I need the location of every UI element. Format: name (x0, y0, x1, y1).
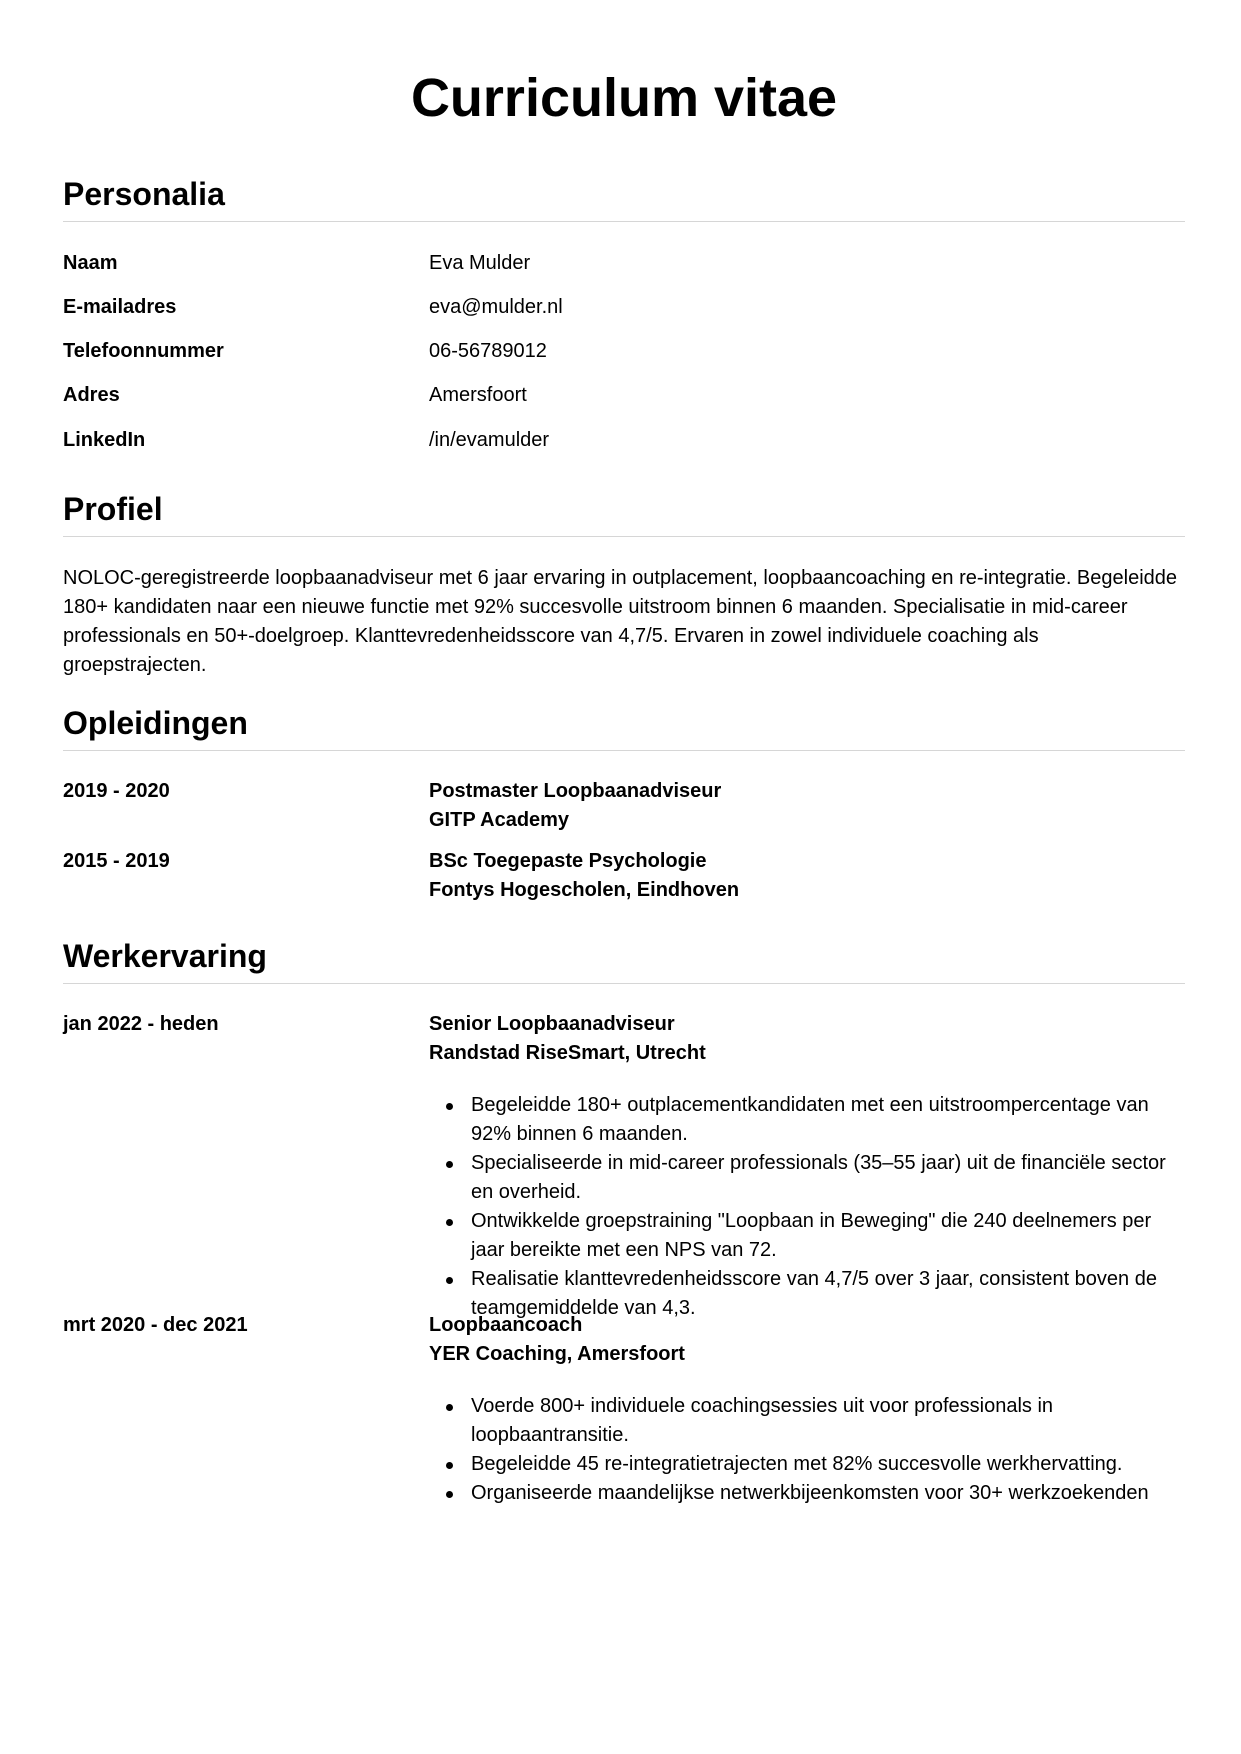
achievement-text: Ontwikkelde groepstraining "Loopbaan in Beweging" die 240 deelnemers per jaar bereikte met een NPS van 72. (471, 1210, 1152, 1261)
achievement-text: Organiseerde maandelijkse netwerkbijeenkomsten voor 30+ werkzoekenden (471, 1482, 1149, 1504)
list-item (429, 1091, 1185, 1149)
field-label: Telefoonnummer (63, 340, 224, 362)
section-heading-profiel: Profiel (63, 491, 163, 527)
section-heading-werkervaring: Werkervaring (63, 938, 267, 974)
job-company: YER Coaching, Amersfoort (429, 1343, 685, 1365)
bullet-icon (446, 1277, 453, 1284)
education-title: BSc Toegepaste Psychologie (429, 850, 707, 872)
bullet-icon (446, 1103, 453, 1110)
job-achievements (429, 1091, 1185, 1323)
job-period: jan 2022 - heden (63, 1013, 219, 1035)
job-period: mrt 2020 - dec 2021 (63, 1314, 248, 1336)
list-item (429, 1392, 1185, 1450)
achievement-text: Specialiseerde in mid-career professionals (35–55 jaar) uit de financiële sector en overheid. (471, 1152, 1166, 1203)
bullet-icon (446, 1462, 453, 1469)
list-item (429, 1149, 1185, 1207)
field-label: LinkedIn (63, 429, 146, 451)
achievement-text: Voerde 800+ individuele coachingsessies uit voor professionals in loopbaantransitie. (471, 1395, 1054, 1446)
list-item (429, 1207, 1185, 1265)
education-institution: GITP Academy (429, 809, 570, 831)
field-value: Amersfoort (429, 384, 527, 406)
bullet-icon (446, 1161, 453, 1168)
achievement-text: Begeleidde 45 re-integratietrajecten met 82% succesvolle werkhervatting. (471, 1453, 1123, 1475)
section-divider (63, 750, 1185, 751)
field-value: eva@mulder.nl (429, 296, 563, 318)
job-title: Loopbaancoach (429, 1314, 583, 1336)
education-period: 2015 - 2019 (63, 850, 170, 872)
field-value: /in/evamulder (429, 429, 550, 451)
achievement-text: Begeleidde 180+ outplacementkandidaten met een uitstroompercentage van 92% binnen 6 maanden. (471, 1094, 1149, 1145)
achievement-text: Realisatie klanttevredenheidsscore van 4,7/5 over 3 jaar, consistent boven de teamgemiddelde van 4,3. (471, 1268, 1157, 1319)
section-divider (63, 221, 1185, 222)
list-item (429, 1479, 1185, 1508)
bullet-icon (446, 1219, 453, 1226)
job-title: Senior Loopbaanadviseur (429, 1013, 675, 1035)
section-heading-personalia: Personalia (63, 176, 225, 212)
profile-summary: NOLOC-geregistreerde loopbaanadviseur met 6 jaar ervaring in outplacement, loopbaancoaching en re-integratie. Begeleidde 180+ kandidaten naar een nieuwe functie met 92% succesvolle uitstroom binnen 6 maanden. Specialisatie in mid-career professionals en 50+-doelgroep. Klanttevredenheidsscore van 4,7/5. Ervaren in zowel individuele coaching als groepstrajecten. (63, 567, 1178, 676)
field-label: Naam (63, 252, 118, 274)
job-achievements (429, 1392, 1185, 1508)
job-company: Randstad RiseSmart, Utrecht (429, 1042, 706, 1064)
bullet-icon (446, 1404, 453, 1411)
education-title: Postmaster Loopbaanadviseur (429, 780, 722, 802)
education-institution: Fontys Hogescholen, Eindhoven (429, 879, 740, 901)
education-period: 2019 - 2020 (63, 780, 170, 802)
field-value: 06-56789012 (429, 340, 547, 362)
section-divider (63, 983, 1185, 984)
document-title: Curriculum vitae (410, 68, 838, 128)
section-divider (63, 536, 1185, 537)
section-heading-opleidingen: Opleidingen (63, 705, 248, 741)
field-value: Eva Mulder (429, 252, 531, 274)
bullet-icon (446, 1491, 453, 1498)
list-item (429, 1450, 1185, 1479)
field-label: Adres (63, 384, 120, 406)
field-label: E-mailadres (63, 296, 177, 318)
